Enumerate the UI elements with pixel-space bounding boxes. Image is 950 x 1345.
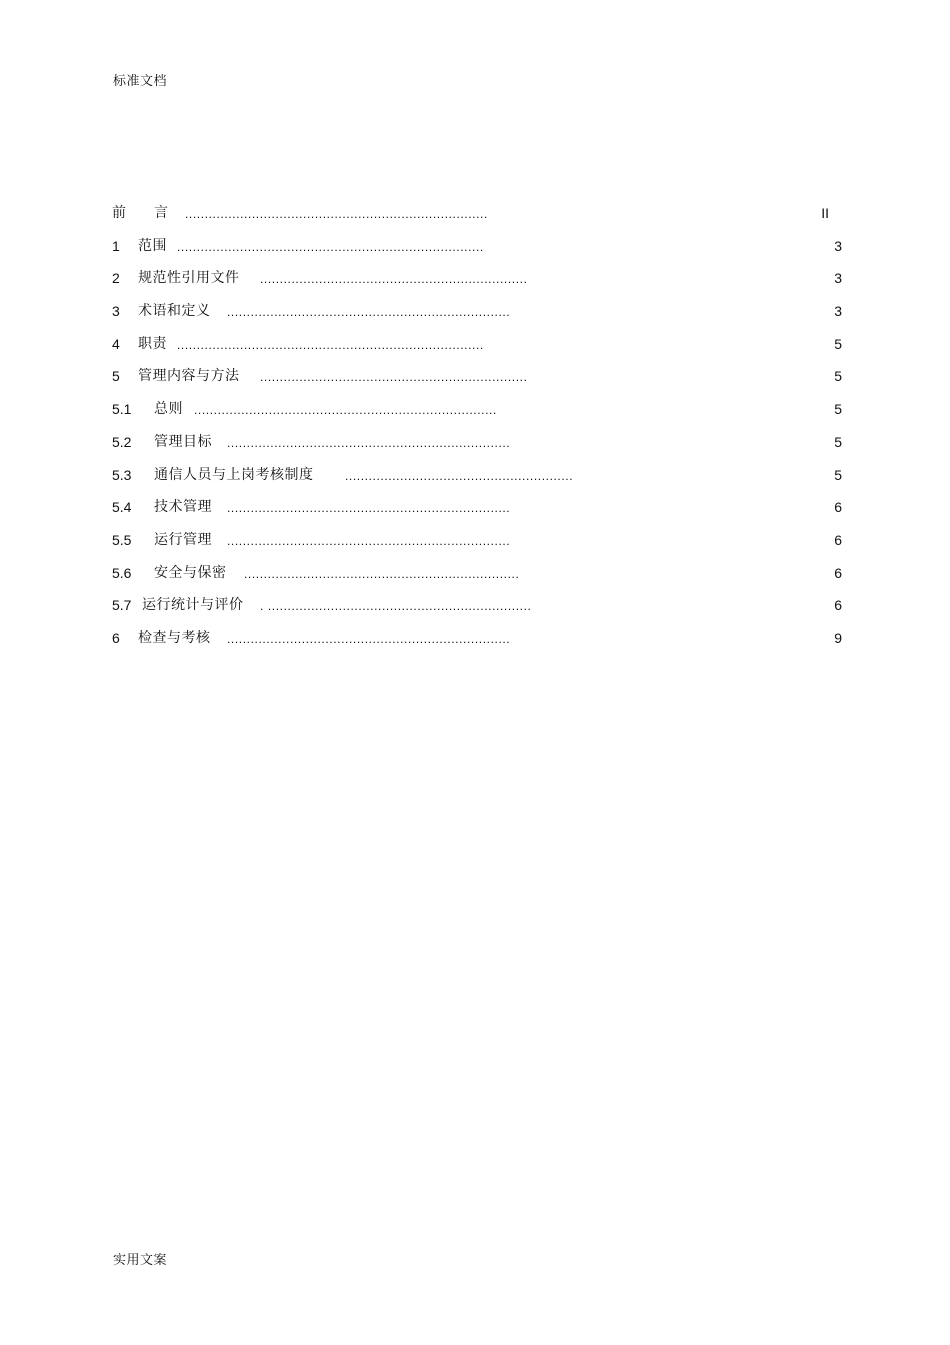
toc-entry-5-2[interactable] — [112, 433, 842, 466]
toc-page-number: 3 — [834, 270, 842, 287]
toc-entry-5-3[interactable] — [112, 466, 842, 499]
toc-entry-title: 管理目标 — [154, 433, 212, 450]
toc-leader-dots: .................................................................... — [260, 272, 528, 287]
toc-entry-title: 管理内容与方法 — [138, 368, 240, 385]
toc-leader-dots: ........................................................................ — [227, 533, 511, 548]
toc-leader-dots: ...................................................................... — [244, 566, 520, 581]
toc-entry-title: 范围 — [138, 237, 167, 254]
toc-page-number: 3 — [834, 237, 842, 254]
toc-page-number: 5 — [834, 335, 842, 352]
toc-entry-number: 5.3 — [112, 466, 132, 483]
toc-entry-title: 规范性引用文件 — [138, 270, 240, 287]
toc-entry-number: 1 — [112, 237, 120, 254]
toc-leader-dots: ........................................................................ — [227, 305, 511, 320]
toc-entry-5-1[interactable] — [112, 400, 842, 433]
toc-page-number: 6 — [834, 499, 842, 516]
toc-entry-number: 5 — [112, 368, 120, 385]
toc-entry-title: 检查与考核 — [138, 629, 211, 646]
toc-entry-title: 运行统计与评价 — [142, 597, 244, 614]
toc-entry-number: 5.5 — [112, 531, 132, 548]
toc-leader-dots: ........................................................................ — [227, 631, 511, 646]
toc-page-number: 6 — [834, 597, 842, 614]
toc-leader-dots: .................................................................... — [260, 370, 528, 385]
toc-entry-title: 技术管理 — [154, 499, 212, 516]
toc-page-number: 5 — [834, 433, 842, 450]
toc-entry-4[interactable] — [112, 335, 842, 368]
toc-entry-title: 职责 — [138, 335, 167, 352]
toc-entry-3[interactable] — [112, 302, 842, 335]
toc-page-number: II — [821, 205, 829, 221]
table-of-contents — [112, 204, 842, 662]
toc-leader-dots: .............................................................................. — [177, 337, 484, 352]
toc-page-number: 5 — [834, 368, 842, 385]
toc-entry-6[interactable] — [112, 629, 842, 662]
toc-entry-title: 前 言 — [112, 205, 168, 221]
toc-page-number: 6 — [834, 564, 842, 581]
toc-leader-dots: . ................................................................... — [260, 599, 532, 614]
toc-entry-5-4[interactable] — [112, 498, 842, 531]
toc-entry-5[interactable] — [112, 367, 842, 400]
page-footer: 实用文案 — [113, 1253, 168, 1268]
toc-page-number: 5 — [834, 466, 842, 483]
toc-entry-number: 4 — [112, 335, 120, 352]
toc-leader-dots: ............................................................................. — [185, 207, 488, 221]
toc-entry-title: 术语和定义 — [138, 303, 211, 320]
toc-leader-dots: ........................................................................ — [227, 435, 511, 450]
toc-page-number: 6 — [834, 531, 842, 548]
toc-entry-5-6[interactable] — [112, 564, 842, 597]
toc-entry-number: 3 — [112, 303, 120, 320]
toc-entry-5-5[interactable] — [112, 531, 842, 564]
toc-entry-number: 5.1 — [112, 401, 132, 418]
toc-entry-foreword[interactable] — [112, 204, 842, 237]
toc-entry-5-7[interactable] — [112, 596, 842, 629]
toc-entry-2[interactable] — [112, 269, 842, 302]
toc-entry-number: 5.6 — [112, 564, 132, 581]
toc-entry-title: 运行管理 — [154, 531, 212, 548]
toc-page-number: 5 — [834, 401, 842, 418]
toc-page-number: 3 — [834, 303, 842, 320]
toc-entry-title: 总则 — [154, 401, 183, 418]
toc-entry-number: 5.4 — [112, 499, 132, 516]
toc-entry-number: 6 — [112, 629, 120, 646]
toc-entry-number: 2 — [112, 270, 120, 287]
toc-entry-title: 安全与保密 — [154, 564, 227, 581]
toc-entry-1[interactable] — [112, 237, 842, 270]
toc-page-number: 9 — [834, 629, 842, 646]
toc-leader-dots: ........................................................................ — [227, 501, 511, 516]
toc-entry-number: 5.2 — [112, 433, 132, 450]
toc-leader-dots: ............................................................................. — [194, 403, 497, 418]
page-header: 标准文档 — [113, 74, 168, 89]
toc-entry-title: 通信人员与上岗考核制度 — [154, 466, 314, 483]
toc-entry-number: 5.7 — [112, 597, 132, 614]
toc-leader-dots: .............................................................................. — [177, 239, 484, 254]
toc-leader-dots: .......................................................... — [345, 468, 574, 483]
